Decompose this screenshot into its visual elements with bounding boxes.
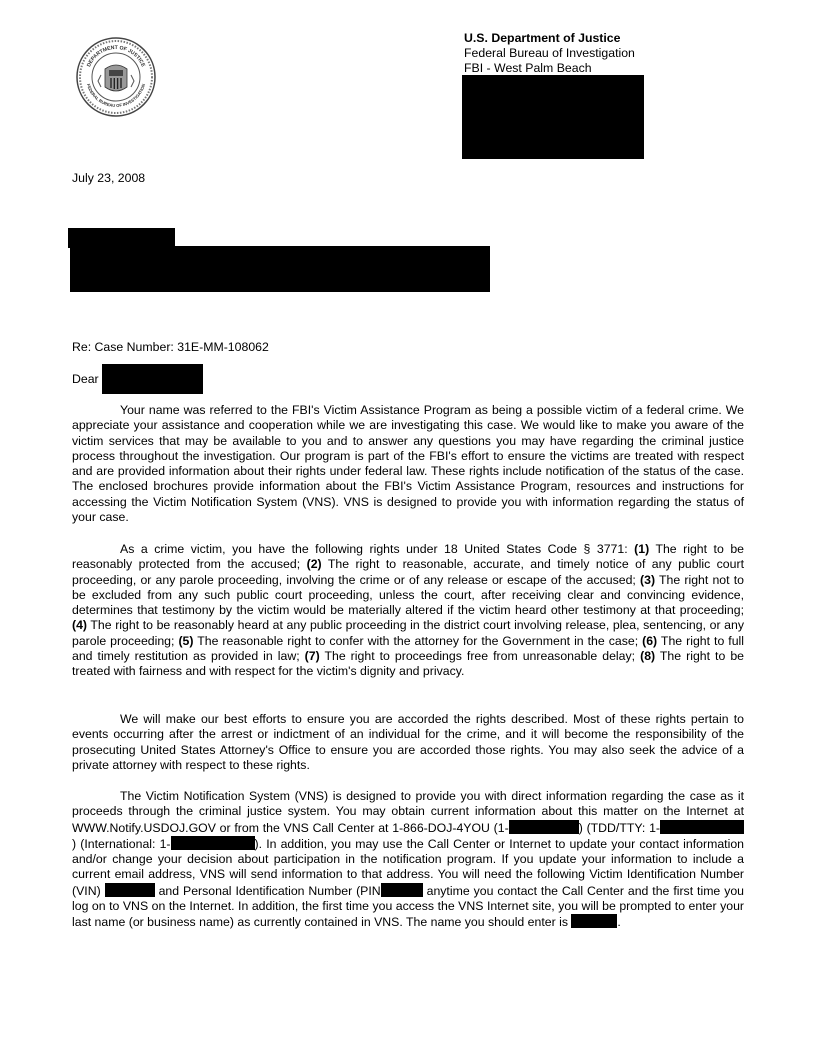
agency-name: U.S. Department of Justice [464, 31, 621, 45]
redaction-recipient-name [68, 228, 175, 248]
redaction-tdd-phone [660, 820, 744, 834]
redaction-vin [105, 883, 155, 897]
redaction-phone [509, 820, 579, 834]
paragraph-victim-assistance: Your name was referred to the FBI's Victim Assistance Program as being a possible victim of a federal crime. We appreciate your assistance and cooperation while we are investigating this case. We would like to make you aware of the victim services that may be available to you and to answer any questions you may have regarding the criminal justice process throughout the investigation. Our program is part of the FBI's effort to ensure the victims are treated with respect and are provided information about their rights under federal law. These rights include notification of the status of the case. The enclosed brochures provide information about the FBI's Victim Assistance Program, resources and instructions for accessing the Victim Notification System (VNS). VNS is designed to provide you with information regarding the status of your case. [72, 403, 744, 525]
redaction-recipient-address [70, 246, 490, 292]
redaction-salutation-name [102, 364, 203, 394]
bureau-name: Federal Bureau of Investigation [464, 46, 635, 60]
letter-date: July 23, 2008 [72, 171, 146, 185]
fbi-seal-logo [76, 37, 156, 117]
redaction-pin [381, 883, 423, 897]
svg-text:FEDERAL BUREAU OF INVESTIGATIO: FEDERAL BUREAU OF INVESTIGATION [85, 83, 147, 109]
letterhead [464, 31, 635, 76]
redaction-address [462, 75, 644, 159]
svg-text:DEPARTMENT OF JUSTICE: DEPARTMENT OF JUSTICE [86, 44, 146, 68]
salutation: Dear [72, 372, 99, 386]
case-number-line: Re: Case Number: 31E-MM-108062 [72, 340, 269, 354]
paragraph-vns-information: The Victim Notification System (VNS) is designed to provide you with direct information regarding the case as it proceeds through the criminal justice system. You may obtain current information about this matter on the Internet at WWW.Notify.USDOJ.GOV or from the VNS Call Center at 1-866-DOJ-4YOU (1- ) (TDD/TTY: 1-) (International: 1- ). In addition, you may use the Call Center or Internet to update your contact information and/or change your decision about participation in the notification program. If you update your information to include a current email address, VNS will send information to that address. You will need the following Victim Identification Number (VIN) and Personal Identification Number (PIN anytime you contact the Call Center and the first time you log on to VNS on the Internet. In addition, the first time you access the VNS Internet site, you will be prompted to enter your last name (or business name) as currently contained in VNS. The name you should enter is . [72, 789, 745, 930]
office-name: FBI - West Palm Beach [464, 61, 592, 75]
paragraph-best-efforts: We will make our best efforts to ensure you are accorded the rights described. Most of these rights pertain to events occurring after the arrest or indictment of an individual for the crime, and it will become the responsibility of the prosecuting United States Attorney's Office to ensure you are accorded those rights. You may also seek the advice of a private attorney with respect to these rights. [72, 712, 744, 772]
paragraph-victim-rights: As a crime victim, you have the following rights under 18 United States Code § 3771: (1) The right to be reasonably protected from the accused; (2) The right to reasonable, accurate, and timely notice of any public court proceeding, or any parole proceeding, involving the crime or of any release or escape of the accused; (3) The right not to be excluded from any such public court proceeding, unless the court, after receiving clear and convincing evidence, determines that testimony by the victim would be materially altered if the victim heard other testimony at that proceeding; (4) The right to be reasonably heard at any public proceeding in the district court involving release, plea, sentencing, or any parole proceeding; (5) The reasonable right to confer with the attorney for the Government in the case; (6) The right to full and timely restitution as provided in law; (7) The right to proceedings free from unreasonable delay; (8) The right to be treated with fairness and with respect for the victim's dignity and privacy. [72, 542, 745, 679]
redaction-name-to-enter [571, 914, 617, 928]
redaction-international-phone [171, 836, 255, 850]
